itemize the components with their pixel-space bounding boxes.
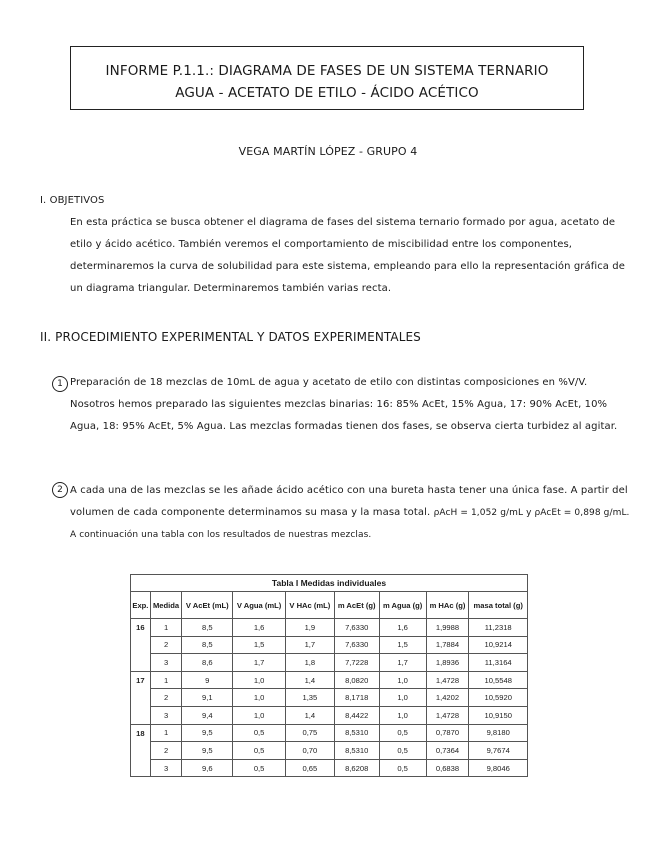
table-cell: 1,7 <box>379 654 426 672</box>
table-body <box>131 619 528 777</box>
table-cell: 11,2318 <box>469 619 528 637</box>
table-cell: 1,8936 <box>426 654 469 672</box>
table-cell: 1,6 <box>379 619 426 637</box>
table-cell: 1,4728 <box>426 706 469 724</box>
table-row <box>131 706 528 724</box>
table-row <box>131 724 528 742</box>
table-cell: 1,4 <box>286 706 335 724</box>
table-cell: 9,8046 <box>469 759 528 777</box>
table-cell: 0,5 <box>233 724 286 742</box>
table-row <box>131 742 528 760</box>
table-header: m Agua (g) <box>379 592 426 619</box>
table-cell: 0,5 <box>379 724 426 742</box>
table-cell: 0,7870 <box>426 724 469 742</box>
table-cell-exp: 18 <box>131 724 151 777</box>
table-cell: 3 <box>150 759 182 777</box>
table-cell: 1,0 <box>379 689 426 707</box>
report-title-line2: AGUA - ACETATO DE ETILO - ÁCIDO ACÉTICO <box>175 85 479 101</box>
table-cell: 1 <box>150 671 182 689</box>
table-cell: 1,7 <box>286 636 335 654</box>
table-cell: 1 <box>150 619 182 637</box>
section2-title: II. PROCEDIMIENTO EXPERIMENTAL Y DATOS EXPERIMENTALES <box>40 330 421 344</box>
measurements-table <box>130 574 528 777</box>
table-header: Exp. <box>131 592 151 619</box>
table-cell: 1,6 <box>233 619 286 637</box>
table-cell: 1,7884 <box>426 636 469 654</box>
table-cell: 10,5920 <box>469 689 528 707</box>
table-cell: 1,0 <box>379 706 426 724</box>
table-cell: 0,75 <box>286 724 335 742</box>
table-cell: 9,8180 <box>469 724 528 742</box>
table-header-row <box>131 592 528 619</box>
table-row <box>131 619 528 637</box>
objectives-paragraph: En esta práctica se busca obtener el diagrama de fases del sistema ternario formado por agua, acetato de etilo y ácido acético. También veremos el comportamiento de miscibilidad entre los componentes, determinaremos la curva de solubilidad para este sistema, empleando para ello la representación gráfica de un diagrama triangular. Determinaremos también varias recta. <box>70 217 626 294</box>
table-cell: 8,1718 <box>334 689 379 707</box>
step2-paragraph <box>70 480 630 546</box>
table-cell: 9,6 <box>182 759 233 777</box>
table-row <box>131 759 528 777</box>
table-cell: 9 <box>182 671 233 689</box>
title-box <box>70 46 584 110</box>
table-cell: 7,7228 <box>334 654 379 672</box>
step2-text: A cada una de las mezclas se les añade ácido acético con una bureta hasta tener una única fase. A partir del volumen de cada componente determinamos su masa y la masa total. <box>70 485 628 518</box>
table-cell: 1,4 <box>286 671 335 689</box>
table-cell: 8,5310 <box>334 742 379 760</box>
step2-formula: ρAcH = 1,052 g/mL y ρAcEt = 0,898 g/mL. A continuación una tabla con los resultados de nuestras mezclas. <box>70 508 630 540</box>
table-cell: 1,4728 <box>426 671 469 689</box>
table-row <box>131 689 528 707</box>
table-cell: 3 <box>150 654 182 672</box>
table-header: V AcEt (mL) <box>182 592 233 619</box>
table-cell: 8,6 <box>182 654 233 672</box>
table-cell: 9,4 <box>182 706 233 724</box>
table-cell: 0,70 <box>286 742 335 760</box>
table-row <box>131 636 528 654</box>
table-cell: 9,7674 <box>469 742 528 760</box>
table-header: m HAc (g) <box>426 592 469 619</box>
table-cell: 1,5 <box>379 636 426 654</box>
table-cell: 1 <box>150 724 182 742</box>
table-cell: 7,6330 <box>334 619 379 637</box>
table-cell: 1,8 <box>286 654 335 672</box>
table-row <box>131 654 528 672</box>
table-cell: 3 <box>150 706 182 724</box>
table-header: Medida <box>150 592 182 619</box>
table-cell: 0,5 <box>233 742 286 760</box>
table-row <box>131 671 528 689</box>
table-cell: 1,0 <box>233 706 286 724</box>
table-cell: 2 <box>150 689 182 707</box>
table-cell: 11,3164 <box>469 654 528 672</box>
table-caption: Tabla I Medidas individuales <box>131 575 528 592</box>
table-cell: 0,5 <box>379 742 426 760</box>
table-cell: 1,35 <box>286 689 335 707</box>
table-cell: 0,5 <box>233 759 286 777</box>
table-header: m AcEt (g) <box>334 592 379 619</box>
table-cell: 8,5310 <box>334 724 379 742</box>
table-cell: 10,5548 <box>469 671 528 689</box>
table-cell: 8,6208 <box>334 759 379 777</box>
author-line: VEGA MARTÍN LÓPEZ - GRUPO 4 <box>238 145 418 158</box>
step1-number-badge: 1 <box>52 376 68 392</box>
table-cell: 2 <box>150 636 182 654</box>
table-cell-exp: 16 <box>131 619 151 672</box>
table-cell: 1,0 <box>233 689 286 707</box>
table-cell: 9,5 <box>182 742 233 760</box>
table-cell: 1,0 <box>379 671 426 689</box>
section1-title: I. OBJETIVOS <box>40 195 105 206</box>
table-cell: 7,6330 <box>334 636 379 654</box>
table-cell: 1,7 <box>233 654 286 672</box>
table-header: V HAc (mL) <box>286 592 335 619</box>
table-cell: 0,5 <box>379 759 426 777</box>
table-cell: 0,7364 <box>426 742 469 760</box>
table-cell: 10,9214 <box>469 636 528 654</box>
table-cell: 10,9150 <box>469 706 528 724</box>
table-cell: 9,5 <box>182 724 233 742</box>
table-cell: 1,5 <box>233 636 286 654</box>
table-cell: 1,9988 <box>426 619 469 637</box>
table-cell: 1,0 <box>233 671 286 689</box>
table-cell: 0,65 <box>286 759 335 777</box>
table-cell-exp: 17 <box>131 671 151 724</box>
table-header: masa total (g) <box>469 592 528 619</box>
report-title-line1: INFORME P.1.1.: DIAGRAMA DE FASES DE UN SISTEMA TERNARIO <box>105 63 549 79</box>
step1-paragraph: Preparación de 18 mezclas de 10mL de agua y acetato de etilo con distintas composiciones en %V/V. Nosotros hemos preparado las siguientes mezclas binarias: 16: 85% AcEt, 15% Agua, 17: 90% AcEt, 10% Agua, 18: 95% AcEt, 5% Agua. Las mezclas formadas tienen dos fases, se observa cierta turbidez al agitar. <box>70 377 618 432</box>
table-header: V Agua (mL) <box>233 592 286 619</box>
table-cell: 8,5 <box>182 636 233 654</box>
table-cell: 0,6838 <box>426 759 469 777</box>
table-cell: 8,5 <box>182 619 233 637</box>
table-cell: 9,1 <box>182 689 233 707</box>
table-cell: 1,9 <box>286 619 335 637</box>
table-cell: 2 <box>150 742 182 760</box>
table-cell: 1,4202 <box>426 689 469 707</box>
table-cell: 8,0820 <box>334 671 379 689</box>
table-cell: 8,4422 <box>334 706 379 724</box>
step2-number-badge: 2 <box>52 482 68 498</box>
